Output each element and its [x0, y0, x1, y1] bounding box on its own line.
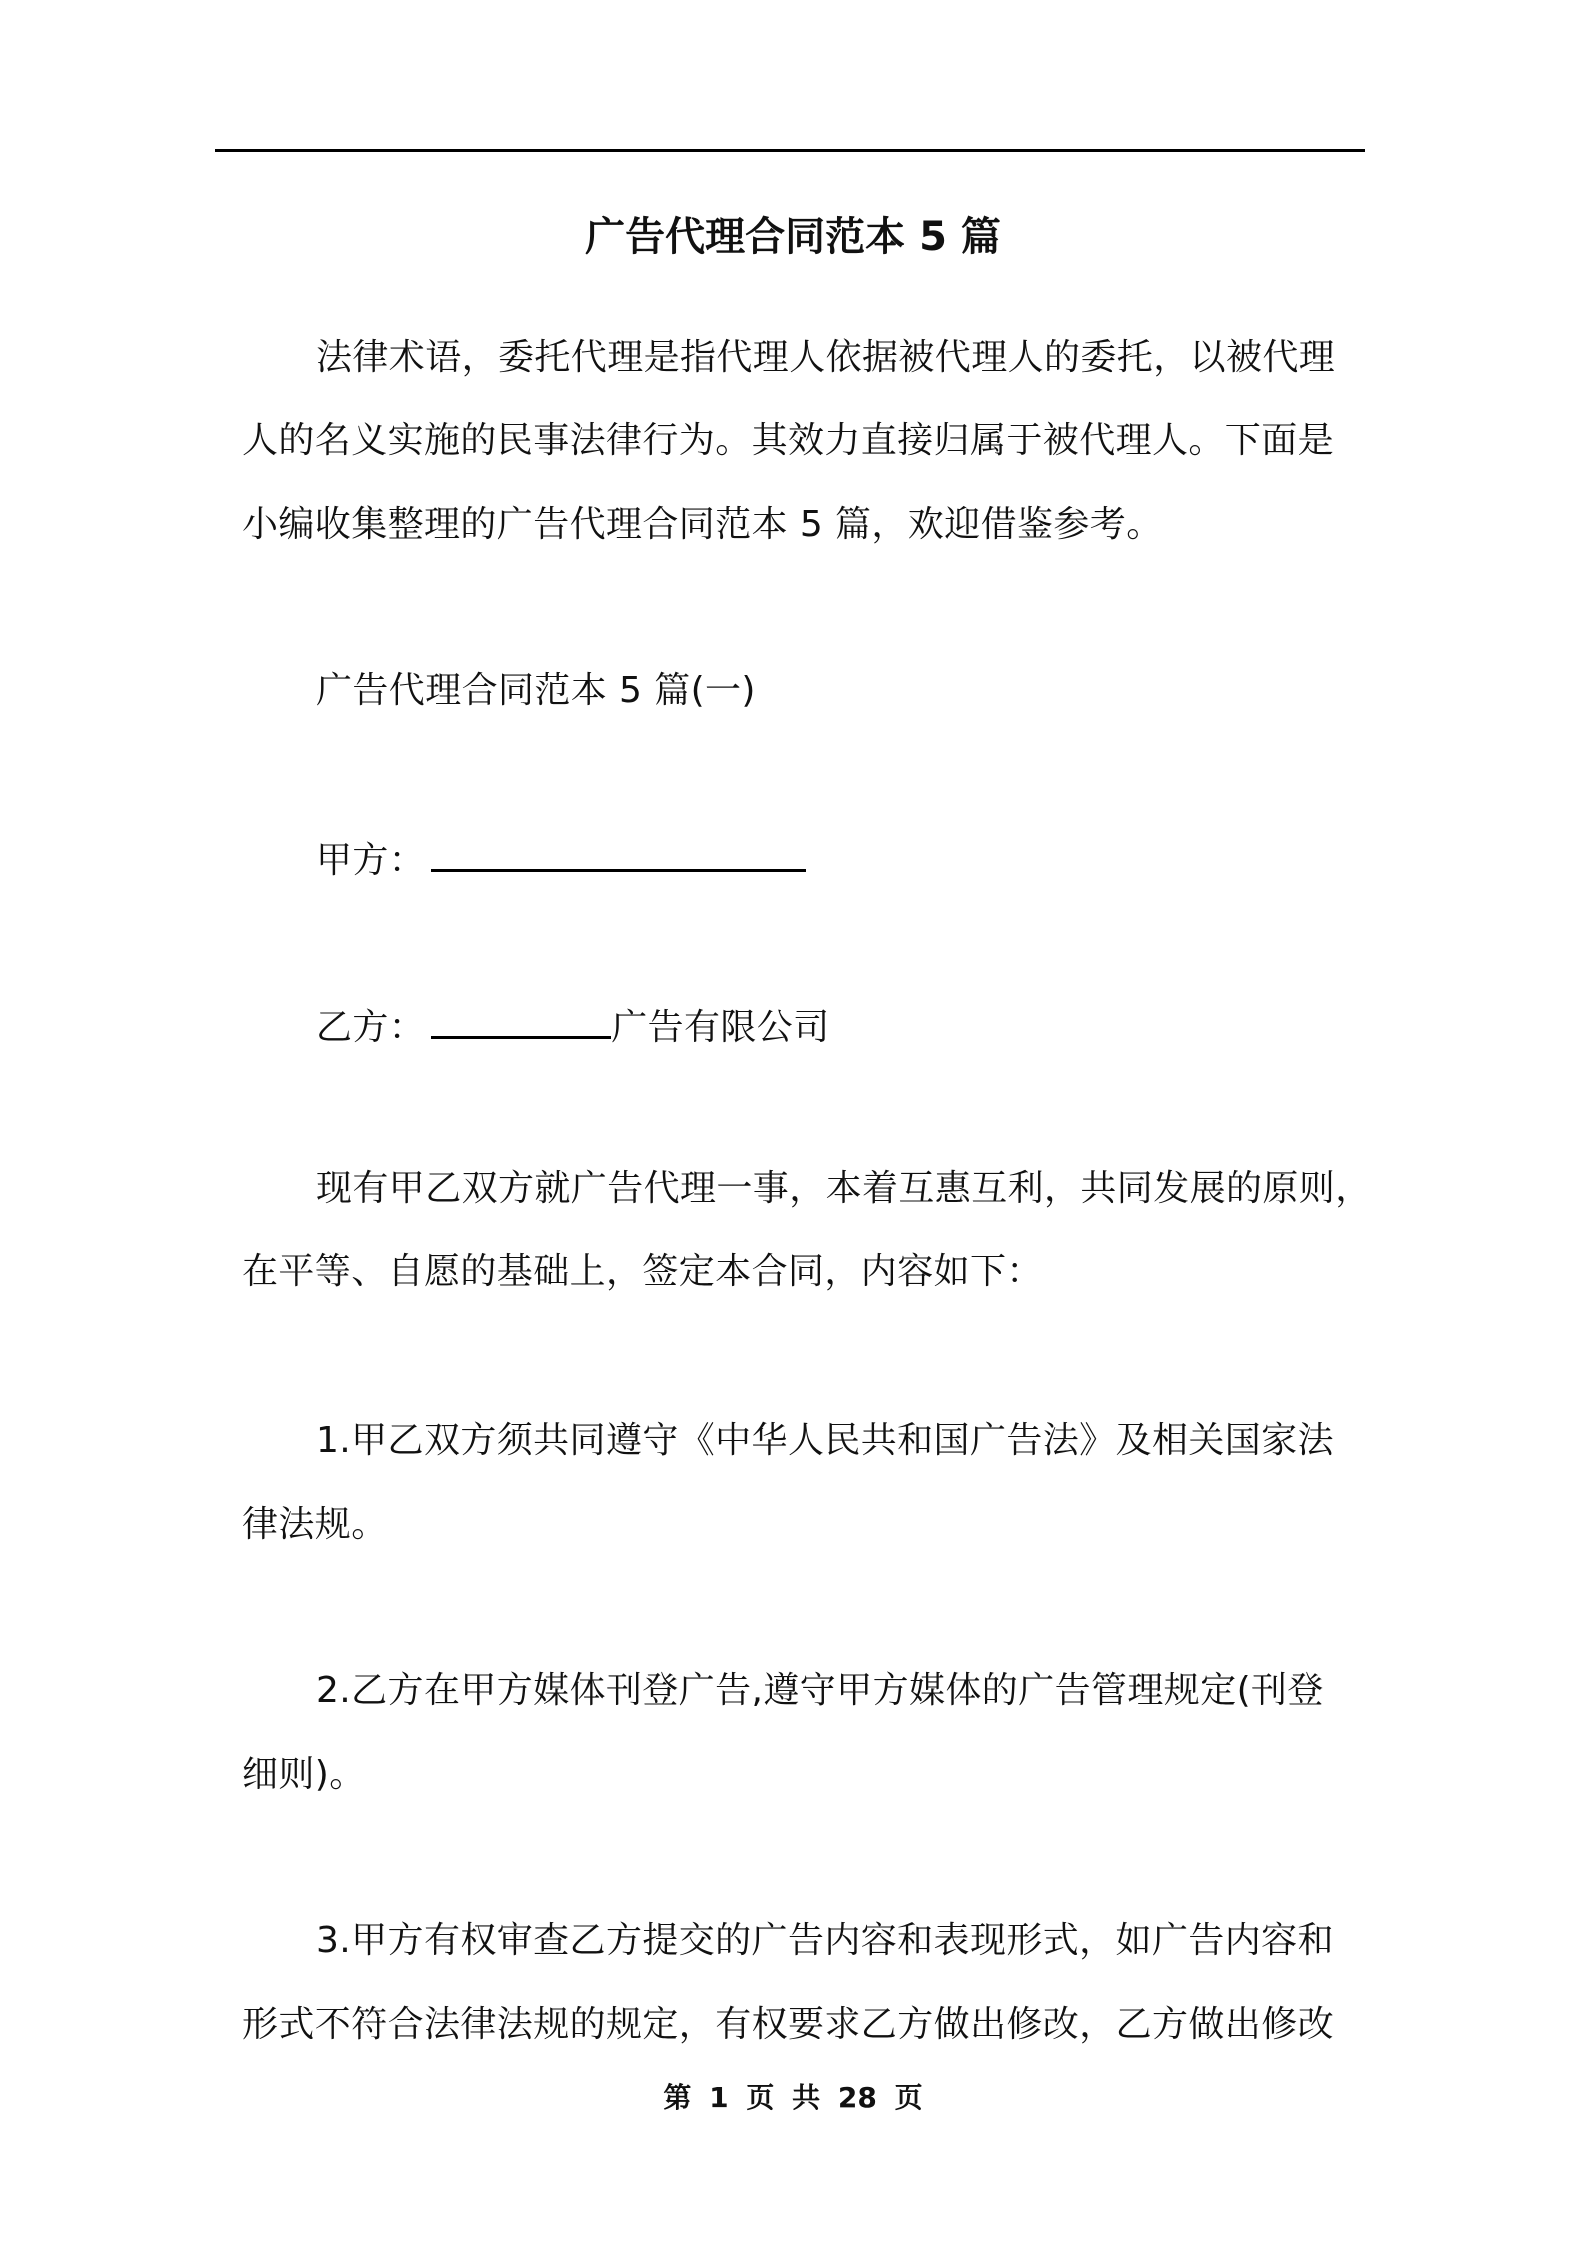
- intro-line: 小编收集整理的广告代理合同范本 5 篇，欢迎借鉴参考。: [242, 504, 1163, 545]
- clause-line: 2.乙方在甲方媒体刊登广告,遵守甲方媒体的广告管理规定(刊登: [316, 1670, 1324, 1711]
- preamble-line: 在平等、自愿的基础上，签定本合同，内容如下：: [242, 1251, 1043, 1292]
- party-b-suffix: 广告有限公司: [611, 1007, 830, 1048]
- clause-line: 细则)。: [242, 1754, 366, 1795]
- party-a-blank-field[interactable]: [431, 835, 806, 872]
- clause-line: 形式不符合法律法规的规定，有权要求乙方做出修改，乙方做出修改: [242, 2004, 1335, 2045]
- party-b-row: [316, 1002, 830, 1050]
- party-a-label: 甲方：: [316, 840, 426, 881]
- party-b-label: 乙方：: [316, 1007, 426, 1048]
- intro-line: 法律术语，委托代理是指代理人依据被代理人的委托，以被代理: [316, 337, 1336, 378]
- party-a-row: [316, 835, 806, 883]
- clause-line: 律法规。: [242, 1504, 388, 1545]
- header-rule: [215, 149, 1365, 152]
- intro-line: 人的名义实施的民事法律行为。其效力直接归属于被代理人。下面是: [242, 420, 1335, 461]
- page-number-footer: 第 1 页 共 28 页: [663, 2081, 923, 2114]
- clause-line: 1.甲乙双方须共同遵守《中华人民共和国广告法》及相关国家法: [316, 1420, 1334, 1461]
- clause-line: 3.甲方有权审查乙方提交的广告内容和表现形式，如广告内容和: [316, 1920, 1334, 1961]
- document-title: 广告代理合同范本 5 篇: [585, 214, 1001, 260]
- section-heading: 广告代理合同范本 5 篇(一): [316, 670, 756, 711]
- preamble-line: 现有甲乙双方就广告代理一事，本着互惠互利，共同发展的原则，: [316, 1168, 1372, 1209]
- party-b-blank-field[interactable]: [431, 1002, 611, 1039]
